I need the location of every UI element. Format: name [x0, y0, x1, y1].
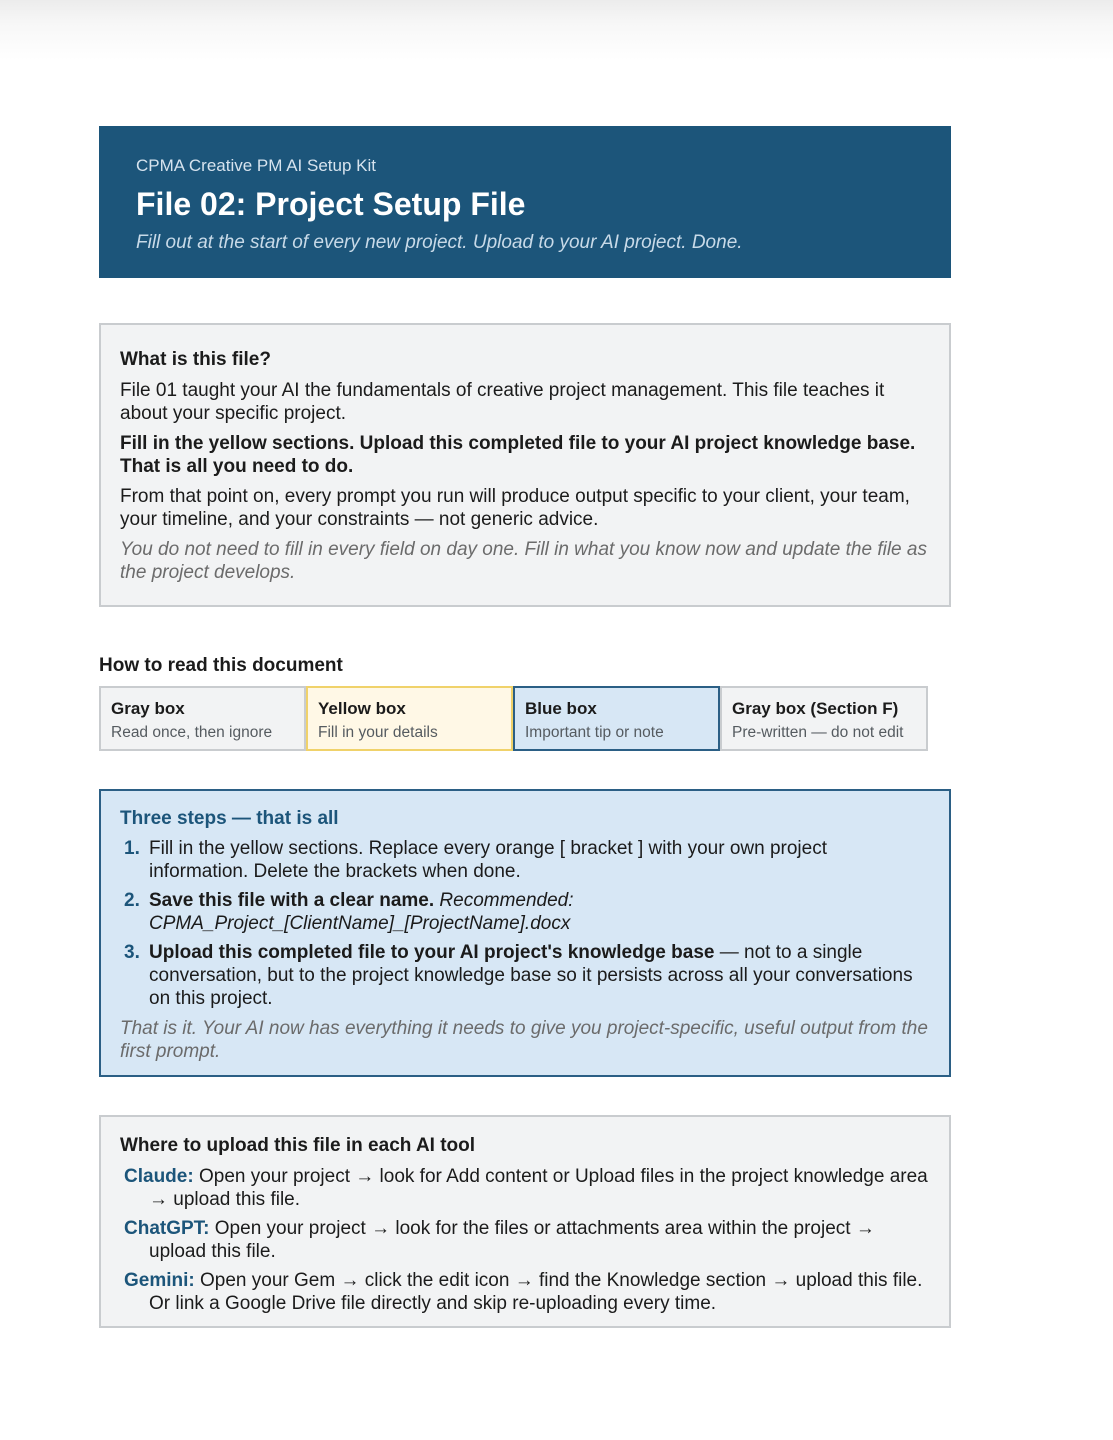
legend-table — [99, 686, 929, 751]
document-page — [99, 126, 951, 1328]
tool-claude — [120, 1165, 929, 1211]
upload-heading: Where to upload this file in each AI tool — [120, 1135, 476, 1156]
legend-description: Read once, then ignore — [111, 724, 273, 741]
tool-instructions: Open your project → look for Add content or Upload files in the project knowledge area → upload this file. — [149, 1166, 928, 1210]
three-steps-box — [99, 789, 951, 1077]
what-is-note: You do not need to fill in every field on day one. Fill in what you know now and update the file as the project develops. — [120, 539, 927, 583]
legend-gray-box-section-f — [720, 686, 928, 751]
legend-blue-box — [513, 686, 720, 751]
legend-description: Important tip or note — [525, 724, 664, 741]
legend-yellow-box — [306, 686, 513, 751]
step-italic-text: Recommended: CPMA_Project_[ClientName]_[ProjectName].docx — [149, 890, 574, 934]
step-text: — not to a single conversation, but to the project knowledge base so it persists across all your conversations on this project. — [149, 942, 913, 1009]
page-title: File 02: Project Setup File — [136, 186, 526, 222]
what-is-paragraph-1: File 01 taught your AI the fundamentals of creative project management. This file teaches it about your specific project. — [120, 380, 885, 424]
step-text: Fill in the yellow sections. Replace every orange [ bracket ] with your own project information. Delete the brackets when done. — [149, 838, 827, 882]
tool-name: Gemini: — [124, 1270, 195, 1291]
legend-label: Gray box (Section F) — [732, 699, 899, 718]
step-item — [120, 941, 929, 1010]
tool-instructions: Open your Gem → click the edit icon → find the Knowledge section → upload this file. Or link a Google Drive file directly and skip re-uploading every time. — [149, 1270, 923, 1314]
kit-name: CPMA Creative PM AI Setup Kit — [136, 156, 376, 175]
legend-gray-box — [99, 686, 306, 751]
step-number: 3. — [124, 942, 140, 963]
what-is-paragraph-2: Fill in the yellow sections. Upload this completed file to your AI project knowledge base. That is all you need to do. — [120, 433, 916, 477]
what-is-heading: What is this file? — [120, 349, 271, 370]
legend-heading: How to read this document — [99, 655, 343, 676]
legend-description: Fill in your details — [318, 724, 438, 741]
step-number: 2. — [124, 890, 140, 911]
steps-heading: Three steps — that is all — [120, 808, 339, 829]
tool-instructions: Open your project → look for the files or attachments area within the project → upload this file. — [149, 1218, 875, 1262]
tool-name: ChatGPT: — [124, 1218, 210, 1239]
page-subtitle: Fill out at the start of every new project. Upload to your AI project. Done. — [136, 232, 743, 253]
tool-chatgpt — [120, 1217, 929, 1263]
step-number: 1. — [124, 838, 140, 859]
legend-label: Blue box — [525, 699, 597, 718]
steps-list — [120, 837, 929, 1010]
step-item — [120, 837, 929, 883]
step-bold-text: Save this file with a clear name. — [149, 890, 435, 911]
step-bold-text: Upload this completed file to your AI project's knowledge base — [149, 942, 715, 963]
upload-locations-box — [99, 1115, 951, 1328]
header-banner — [99, 126, 951, 278]
tool-gemini — [120, 1269, 929, 1315]
page-top-shadow — [0, 0, 1113, 60]
legend-description: Pre-written — do not edit — [732, 724, 904, 741]
legend-label: Yellow box — [318, 699, 406, 718]
steps-note: That is it. Your AI now has everything it needs to give you project-specific, useful output from the first prompt. — [120, 1018, 928, 1062]
what-is-this-file-box — [99, 323, 951, 607]
what-is-paragraph-3: From that point on, every prompt you run will produce output specific to your client, your team, your timeline, and your constraints — not generic advice. — [120, 486, 910, 530]
legend-label: Gray box — [111, 699, 185, 718]
step-item — [120, 889, 929, 935]
tool-name: Claude: — [124, 1166, 194, 1187]
